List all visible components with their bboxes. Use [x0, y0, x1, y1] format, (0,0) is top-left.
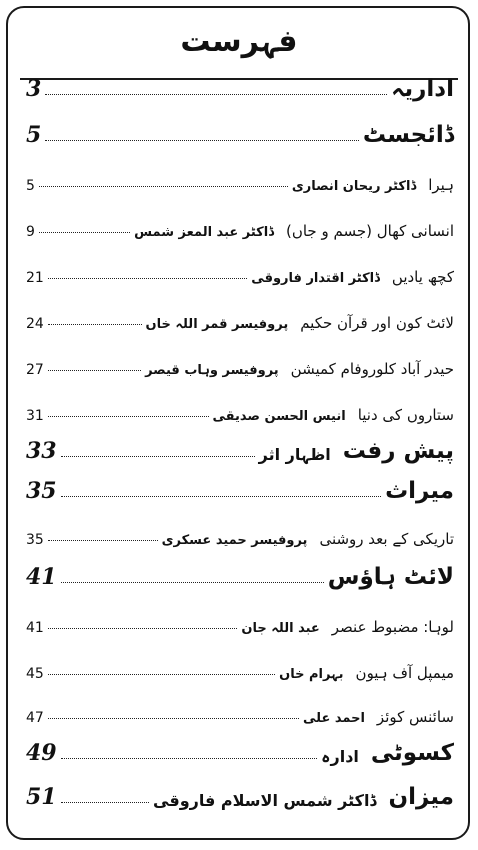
entry-title: ستاروں کی دنیا [357, 406, 454, 424]
entry-author: اظہار اثر [258, 445, 331, 464]
dot-leader [61, 802, 149, 803]
entry-title: انسانی کھال (جسم و جاں) [285, 222, 454, 240]
contents-entry[interactable] [26, 394, 454, 424]
contents-entry[interactable] [26, 348, 454, 378]
contents-entry[interactable] [26, 118, 454, 148]
entry-page-number: 33 [26, 438, 57, 464]
entry-title: اداریہ [391, 76, 454, 102]
page-title: فہرست [180, 24, 298, 59]
entry-title: کچھ یادیں [391, 268, 454, 286]
entry-title: لوہا: مضبوط عنصر [331, 618, 454, 636]
contents-entry[interactable] [26, 518, 454, 548]
entry-page-number: 9 [26, 224, 35, 240]
dot-leader [45, 140, 359, 141]
dot-leader [48, 370, 141, 371]
dot-leader [61, 582, 324, 583]
entry-title: پیش رفت [342, 438, 454, 464]
entry-page-number: 47 [26, 710, 44, 726]
entry-page-number: 51 [26, 784, 57, 810]
entry-title: میزان [388, 784, 454, 810]
entry-author: پروفیسر وہاب قیصر [145, 363, 279, 378]
entry-title: لائٹ ہاؤس [327, 564, 454, 590]
contents-entry[interactable] [26, 210, 454, 240]
contents-entry[interactable] [26, 302, 454, 332]
entry-title: میراث [385, 478, 454, 504]
entry-page-number: 5 [26, 178, 35, 194]
entry-author: پروفیسر قمر اللہ خاں [145, 317, 289, 332]
contents-entry[interactable] [26, 696, 454, 726]
entry-title: کسوٹی [370, 740, 454, 766]
entry-page-number: 21 [26, 270, 44, 286]
dot-leader [48, 674, 275, 675]
entry-page-number: 35 [26, 478, 57, 504]
entry-page-number: 3 [26, 76, 42, 102]
entry-page-number: 24 [26, 316, 44, 332]
entry-title: سائنس کوئز [376, 708, 454, 726]
entry-author: ادارہ [321, 747, 359, 766]
entry-author: پروفیسر حمید عسکری [161, 533, 308, 548]
contents-entry[interactable] [26, 474, 454, 504]
entry-page-number: 35 [26, 532, 44, 548]
entry-author: ڈاکٹر عبد المعز شمس [134, 225, 274, 240]
entry-page-number: 49 [26, 740, 57, 766]
dot-leader [48, 278, 247, 279]
dot-leader [61, 456, 255, 457]
entry-author: ڈاکٹر شمس الاسلام فاروقی [153, 791, 377, 810]
contents-entry[interactable] [26, 652, 454, 682]
entry-title: حیدر آباد کلوروفام کمیشن [290, 360, 454, 378]
entry-author: انیس الحسن صدیقی [212, 409, 346, 424]
entry-page-number: 41 [26, 564, 57, 590]
entry-title: ہیرا [428, 176, 454, 194]
dot-leader [61, 496, 381, 497]
entry-author: ڈاکٹر اقتدار فاروقی [251, 271, 380, 286]
contents-entry[interactable] [26, 164, 454, 194]
entry-title: ڈائجسٹ [362, 122, 454, 148]
entry-title: میمپل آف ہیون [355, 664, 454, 682]
contents-entry[interactable] [26, 434, 454, 464]
entry-page-number: 41 [26, 620, 44, 636]
contents-entry[interactable] [26, 606, 454, 636]
dot-leader [48, 540, 158, 541]
entry-page-number: 5 [26, 122, 42, 148]
entry-page-number: 45 [26, 666, 44, 682]
dot-leader [48, 324, 142, 325]
entry-title: لائٹ کون اور قرآن حکیم [300, 314, 454, 332]
contents-entry[interactable] [26, 736, 454, 766]
dot-leader [45, 94, 387, 95]
contents-entry[interactable] [26, 560, 454, 590]
dot-leader [48, 718, 299, 719]
dot-leader [48, 416, 209, 417]
dot-leader [48, 628, 238, 629]
entry-page-number: 27 [26, 362, 44, 378]
dot-leader [61, 758, 318, 759]
entry-page-number: 31 [26, 408, 44, 424]
contents-entry[interactable] [26, 256, 454, 286]
dot-leader [39, 186, 288, 187]
contents-entry[interactable] [26, 780, 454, 810]
entry-author: عبد اللہ جان [241, 621, 320, 636]
entry-title: تاریکی کے بعد روشنی [319, 530, 454, 548]
entry-author: احمد علی [303, 711, 365, 726]
entry-author: بہرام خاں [279, 667, 344, 682]
contents-entry[interactable] [26, 72, 454, 102]
entry-author: ڈاکٹر ریحان انصاری [291, 179, 417, 194]
dot-leader [39, 232, 130, 233]
